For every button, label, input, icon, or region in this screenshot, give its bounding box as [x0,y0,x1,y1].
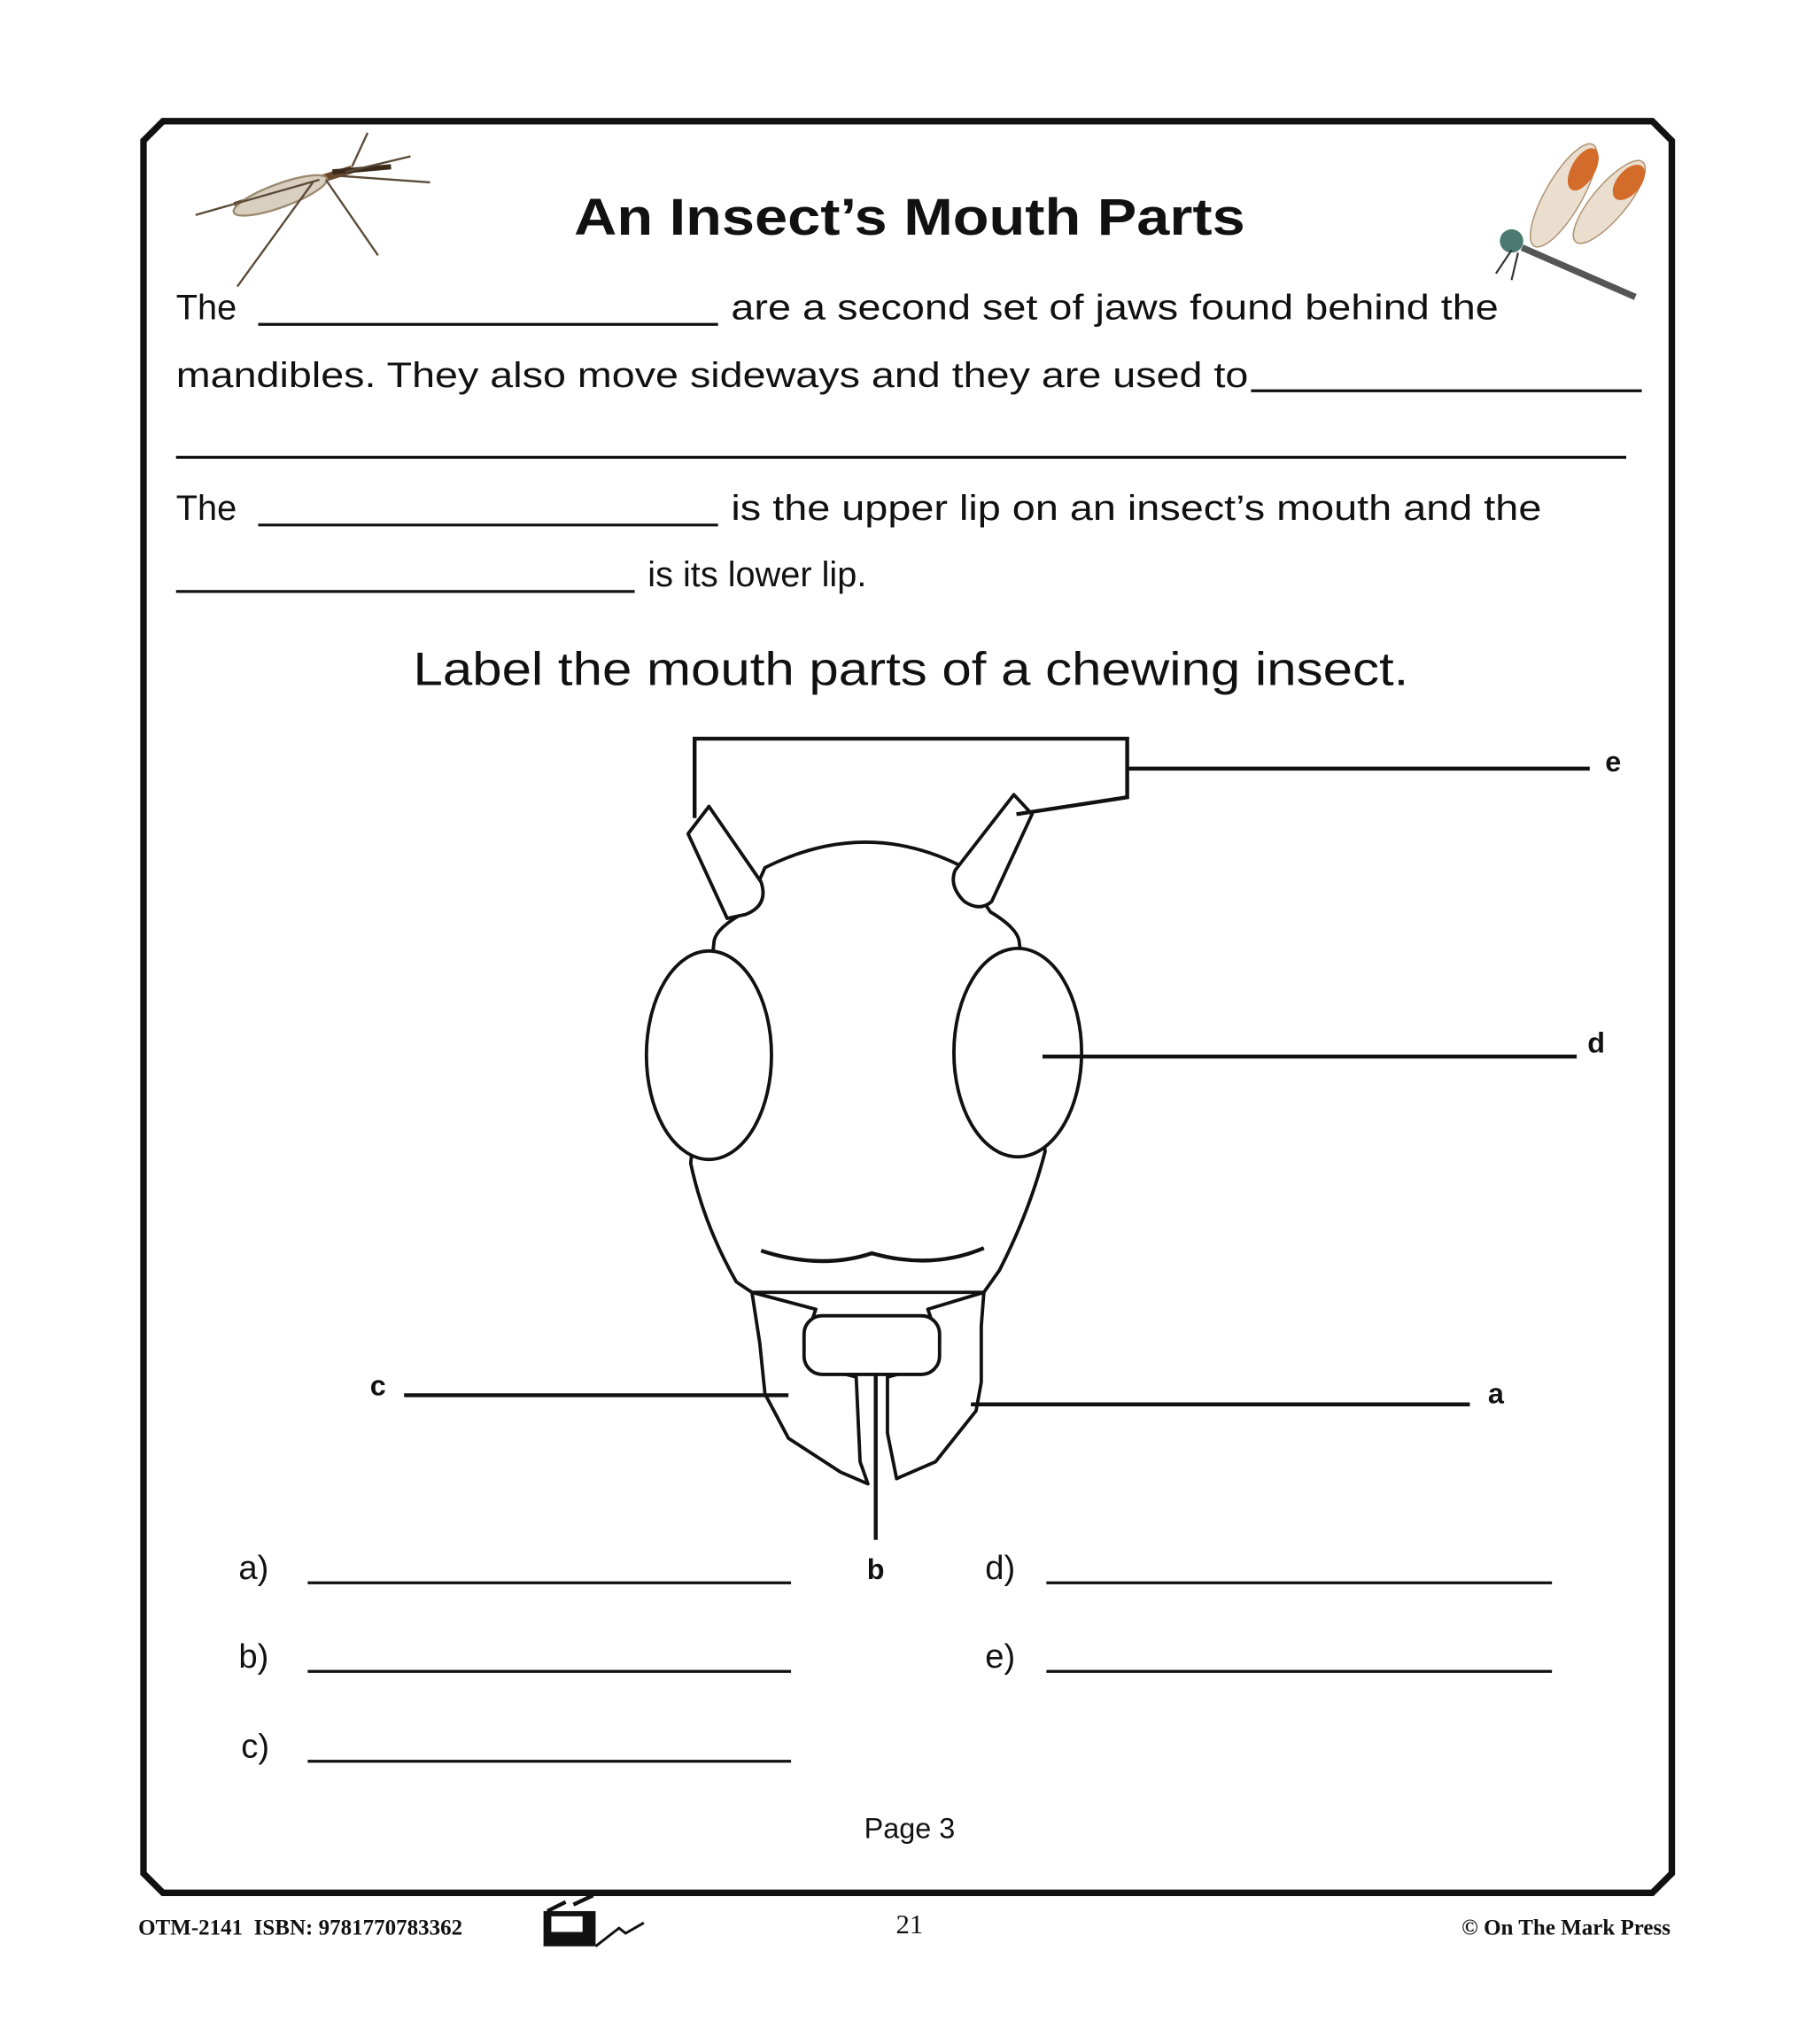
footer-copyright: © On The Mark Press [1461,1916,1671,1940]
answer-label-d: d) [985,1548,1016,1587]
labrum [804,1316,940,1374]
footer-code-isbn: OTM-2141 ISBN: 9781770783362 [138,1916,463,1940]
diagram-label-a: a [1487,1377,1504,1410]
instruction: Label the mouth parts of a chewing insect. [413,643,1409,696]
page-label: Page 3 [864,1812,956,1845]
insect-head-diagram [647,794,1081,1483]
copier-icon [544,1895,644,1946]
p1-line2: mandibles. They also move sideways and they are used to [175,355,1249,395]
p1-after-blank: are a second set of jaws found behind the [731,288,1499,328]
pointer-e-bracket [694,739,1127,818]
diagram-label-e: e [1605,745,1622,778]
answer-label-e: e) [985,1637,1016,1676]
p2-line2: is its lower lip. [647,554,867,594]
compound-eye-right [954,948,1081,1157]
dragonfly-image [1496,135,1655,297]
p1-the: The [175,288,237,328]
antenna-left [688,807,764,919]
answer-label-b: b) [238,1637,269,1676]
worksheet-title: An Insect’s Mouth Parts [574,188,1245,246]
antenna-right [953,794,1032,907]
diagram-label-b: b [866,1552,885,1585]
answer-label-c: c) [241,1727,270,1766]
answer-label-a: a) [238,1548,269,1587]
compound-eye-left [647,951,771,1159]
p2-the: The [175,488,237,528]
diagram-label-d: d [1587,1026,1606,1059]
footer-page-number: 21 [895,1908,924,1939]
p2-after-blank: is the upper lip on an insect’s mouth and the [731,488,1542,528]
mosquito-image [196,133,430,287]
diagram-label-c: c [369,1369,386,1402]
